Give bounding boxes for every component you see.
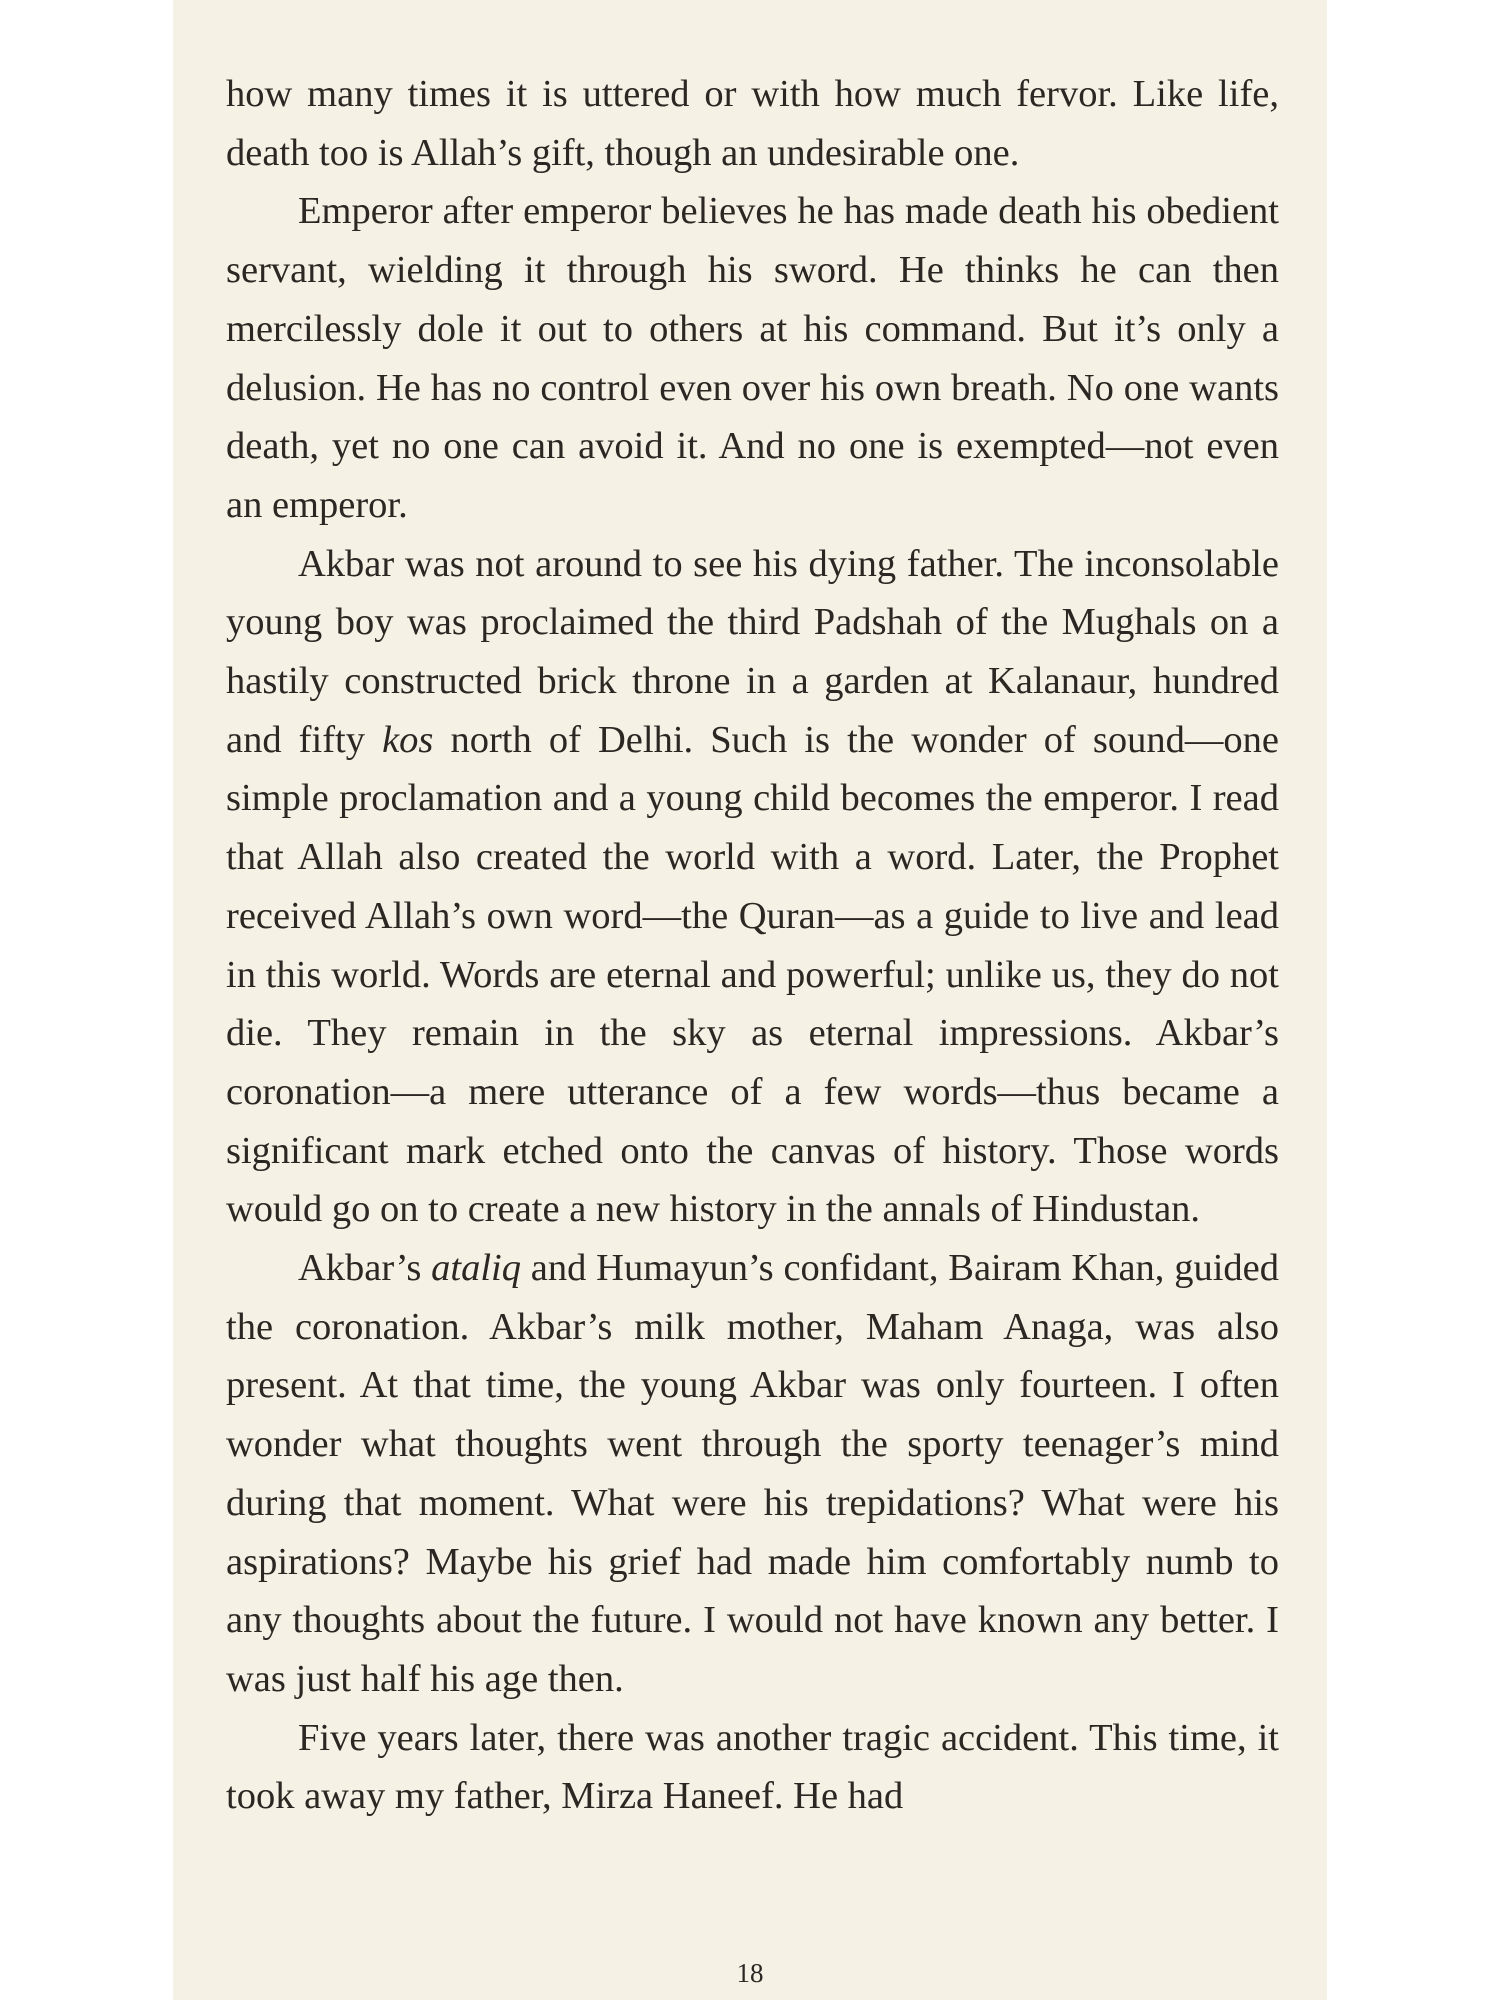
text-segment: north of Delhi. Such is the wonder of sound—one simple proclamation and a young child becomes the emperor. I read that Allah also created the world with a word. Later, the Prophet received Allah’s own word—the Quran—as a guide to live and lead in this world. Words are eternal and powerful; unlike us, they do not die. They remain in the sky as eternal impressions. Akbar’s coronation—a mere utterance of a few words—thus became a significant mark etched onto the canvas of history. Those words would go on to create a new history in the annals of Hindustan. [226, 718, 1279, 1231]
paragraph-4 [226, 1239, 1279, 1709]
text-segment: Five years later, there was another tragic accident. This time, it took away my father, Mirza Haneef. He had [226, 1716, 1279, 1818]
paragraph-3 [226, 535, 1279, 1239]
paragraph-5 [226, 1709, 1279, 1826]
paragraph-2 [226, 182, 1279, 534]
book-page [173, 0, 1327, 2000]
text-segment: Emperor after emperor believes he has made death his obedient servant, wielding it through his sword. He thinks he can then mercilessly dole it out to others at his command. But it’s only a delusion. He has no control even over his own breath. No one wants death, yet no one can avoid it. And no one is exempted—not even an emperor. [226, 190, 1279, 526]
text-segment: how many times it is uttered or with how much fervor. Like life, death too is Allah’s gift, though an undesirable one. [226, 73, 1279, 174]
italic-term-ataliq: ataliq [431, 1247, 521, 1290]
italic-term-kos: kos [382, 718, 434, 761]
body-text [226, 65, 1279, 1826]
page-number: 18 [736, 1958, 764, 1988]
text-segment: Akbar was not around to see his dying father. The inconsolable young boy was proclaimed the third Padshah of the Mughals on a hastily constructed brick throne in a garden at Kalanaur, hundred and fifty [226, 542, 1279, 761]
text-segment: and Humayun’s confidant, Bairam Khan, guided the coronation. Akbar’s milk mother, Maham Anaga, was also present. At that time, the young Akbar was only fourteen. I often wonder what thoughts went through the sporty teenager’s mind during that moment. What were his trepidations? What were his aspirations? Maybe his grief had made him comfortably numb to any thoughts about the future. I would not have known any better. I was just half his age then. [226, 1247, 1279, 1700]
paragraph-1 [226, 65, 1279, 182]
text-segment: Akbar’s [298, 1247, 432, 1290]
